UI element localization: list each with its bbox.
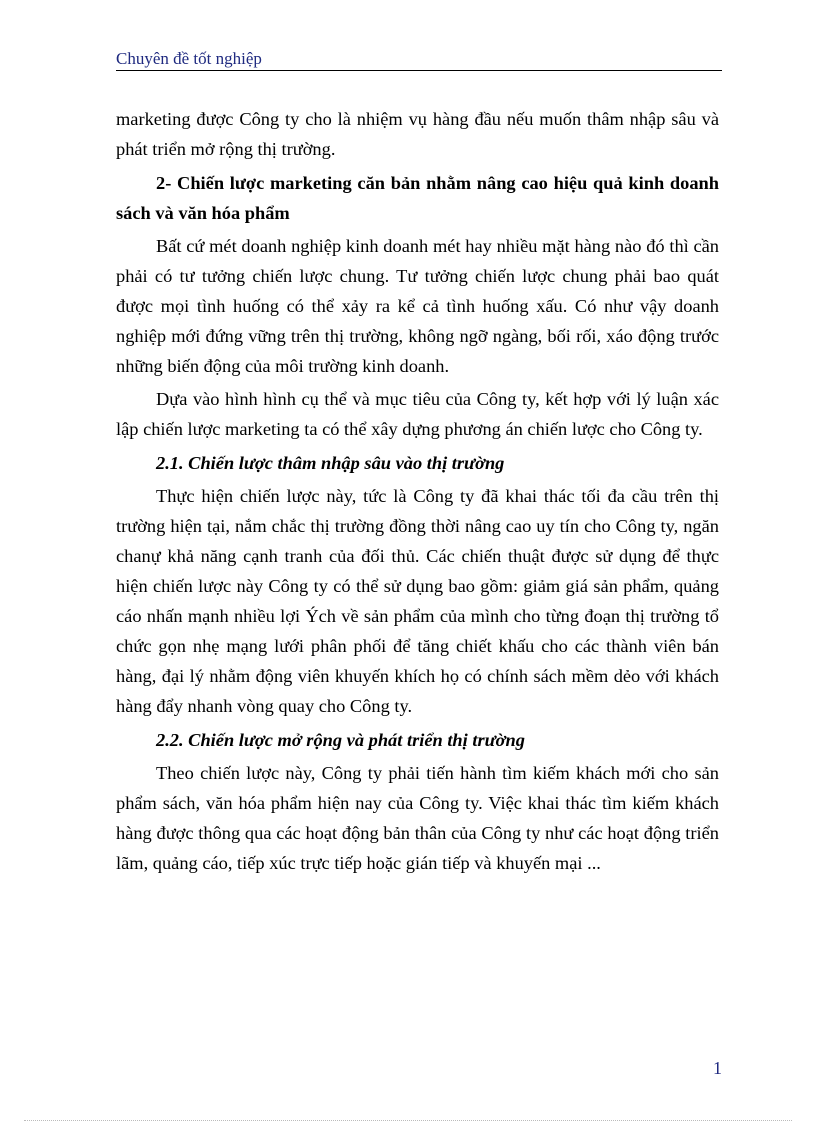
document-title: Chuyên đề tốt nghiệp <box>116 49 262 68</box>
document-body <box>116 104 719 878</box>
section-heading-2: 2- Chiến lược marketing căn bản nhằm nâng cao hiệu quả kinh doanh sách và văn hóa phẩm <box>116 173 719 223</box>
subsection-heading-2-2: 2.2. Chiến lược mở rộng và phát triển thị trường <box>156 730 525 750</box>
page-header <box>116 48 722 71</box>
page-bottom-edge <box>24 1120 792 1121</box>
page-number: 1 <box>713 1058 722 1078</box>
paragraph-continuation: marketing được Công ty cho là nhiệm vụ hàng đầu nếu muốn thâm nhập sâu và phát triển mở rộng thị trường. <box>116 109 719 159</box>
paragraph-strategy-overview: Bất cứ mét doanh nghiệp kinh doanh mét hay nhiều mặt hàng nào đó thì cần phải có tư tưởng chiến lược chung. Tư tưởng chiến lược chung phải bao quát được mọi tình huống có thể xảy ra kể cả tình huống xấu. Có như vậy doanh nghiệp mới đứng vững trên thị trường, không ngỡ ngàng, bối rối, xáo động trước những biến động của môi trường kinh doanh. <box>116 236 719 376</box>
paragraph-market-penetration: Thực hiện chiến lược này, tức là Công ty đã khai thác tối đa cầu trên thị trường hiện tại, nắm chắc thị trường đồng thời nâng cao uy tín cho Công ty, ngăn chanự khả năng cạnh tranh của đối thủ. Các chiến thuật được sử dụng để thực hiện chiến lược này Công ty có thể sử dụng bao gồm: giảm giá sản phẩm, quảng cáo nhấn mạnh nhiều lợi Ých về sản phẩm của mình cho từng đoạn thị trường tổ chức gọn nhẹ mạng lưới phân phối để tăng chiết khấu cho các thành viên bán hàng, đại lý nhằm động viên khuyến khích họ có chính sách mềm dẻo với khách hàng đẩy nhanh vòng quay cho Công ty. <box>116 486 719 716</box>
paragraph-market-expansion: Theo chiến lược này, Công ty phải tiến hành tìm kiếm khách mới cho sản phẩm sách, văn hóa phẩm hiện nay của Công ty. Việc khai thác tìm kiếm khách hàng được thông qua các hoạt động bản thân của Công ty như các hoạt động triển lãm, quảng cáo, tiếp xúc trực tiếp hoặc gián tiếp và khuyến mại ... <box>116 763 719 873</box>
subsection-heading-2-1: 2.1. Chiến lược thâm nhập sâu vào thị trường <box>156 453 505 473</box>
paragraph-company-situation: Dựa vào hình hình cụ thể và mục tiêu của Công ty, kết hợp với lý luận xác lập chiến lược marketing ta có thể xây dựng phương án chiến lược cho Công ty. <box>116 389 719 439</box>
